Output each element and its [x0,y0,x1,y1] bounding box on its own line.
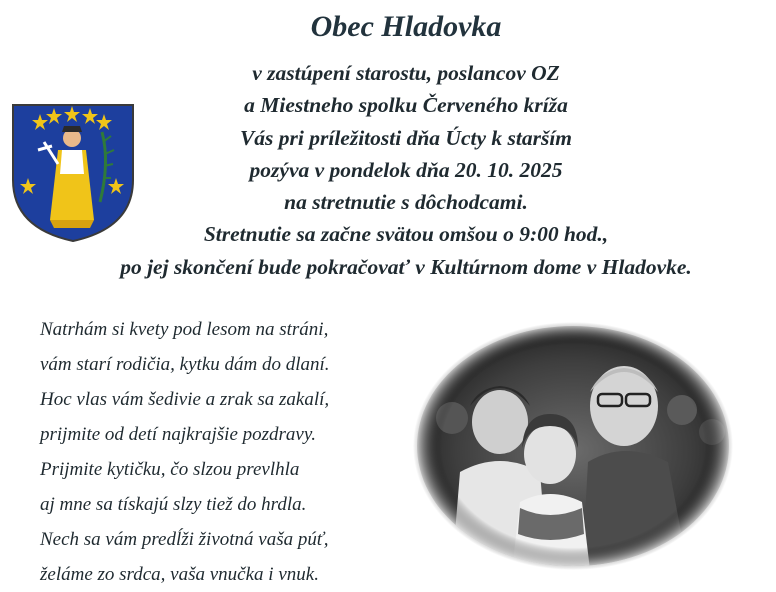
invitation-line: na stretnutie s dôchodcami. [284,190,528,215]
invitation-line: Stretnutie sa začne svätou omšou o 9:00 hod., [203,222,609,247]
poem-line: Natrhám si kvety pod lesom na stráni, [40,319,329,340]
invitation-line: pozýva v pondelok dňa 20. 10. 2025 [249,157,563,182]
invitation-line: a Miestneho spolku Červeného kríža [244,93,568,118]
page-title: Obec Hladovka [310,10,502,43]
poem-line: Hoc vlas vám šedivie a zrak sa zakalí, [40,389,330,410]
invitation-text [40,57,772,283]
invitation-line: Vás pri príležitosti dňa Úcty k starším [239,125,573,150]
poem-line: vám starí rodičia, kytku dám do dlaní. [40,354,330,375]
coat-of-arms-icon [10,102,136,244]
poem [40,312,420,592]
poem-line: želáme zo srdca, vaša vnučka i vnuk. [40,564,319,585]
poem-line: aj mne sa tískajú slzy tiež do hrdla. [40,494,307,515]
invitation-line: v zastúpení starostu, poslancov OZ [252,61,560,85]
poem-line: Nech sa vám predĺži životná vaša púť, [40,529,329,550]
grandparents-with-child-photo [412,322,734,570]
invitation-line: po jej skončení bude pokračovať v Kultúrnom dome v Hladovke. [120,254,692,279]
poem-line: prijmite od detí najkrajšie pozdravy. [40,424,317,445]
poem-line: Prijmite kytičku, čo slzou prevlhla [40,459,300,480]
